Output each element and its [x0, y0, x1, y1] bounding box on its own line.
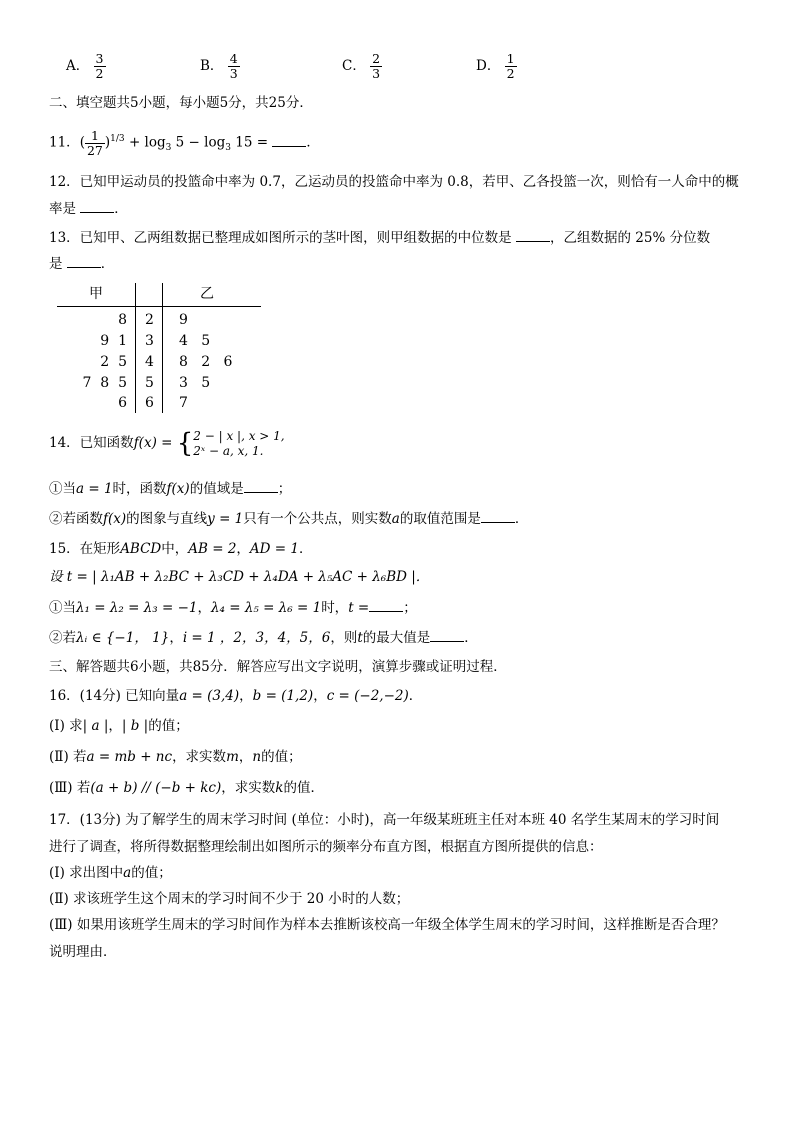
question-12-line-1: 12．已知甲运动员的投篮命中率为 0.7，乙运动员的投篮命中率为 0.8，若甲、乙各投篮一次，则恰有一人命中的概: [49, 174, 739, 190]
q14-p1e: 的值域是: [189, 481, 244, 497]
q16-p2c: ，求实数: [172, 749, 227, 765]
q16-p2a: (Ⅱ) 若: [49, 749, 87, 765]
q15-4d: i = 1 ，2，3，4，5，6: [182, 630, 331, 646]
q16-1g: ．: [408, 688, 423, 704]
stem-leaf-header-rule: [57, 306, 261, 307]
question-14-answer-blank-2[interactable]: [481, 508, 515, 523]
option-a[interactable]: [66, 52, 106, 81]
q14-p1b: a = 1: [76, 481, 113, 497]
q13-end: ．: [100, 256, 115, 272]
question-17-part-1: [49, 863, 764, 883]
q16-p2e: ，: [238, 749, 253, 765]
question-12-line-2: [49, 198, 764, 219]
q14-p2d: y = 1: [207, 511, 244, 527]
q16-vector-a: a = (3,4): [179, 688, 240, 704]
question-14-part-1: [49, 478, 764, 499]
question-11-number: 11．: [49, 134, 80, 151]
question-11: 11．( $\frac{1}{27}$ )$^{1/3} + \log_3 5 - \log_3 15$ = ．: [49, 127, 320, 158]
stem-leaf-row-right: 3 5: [179, 375, 211, 391]
q15-3a: ①当: [49, 600, 76, 616]
q14-case-2: 2ˣ − a, x, 1.: [193, 443, 264, 458]
question-16-part-3: [49, 778, 764, 798]
stem-leaf-header-right: 乙: [200, 286, 214, 302]
option-d-letter: D．: [476, 58, 501, 74]
q16-1a: 16．(14分) 已知向量: [49, 688, 180, 704]
q14-p1a: ①当: [49, 481, 76, 497]
option-a-letter: A．: [66, 58, 90, 74]
question-16-part-2: [49, 747, 764, 767]
stem-leaf-row-left: 6: [118, 395, 127, 411]
q14-p1d: f(x): [166, 481, 190, 497]
q16-p3a: (Ⅲ) 若: [49, 780, 91, 796]
question-14-answer-blank-1[interactable]: [244, 478, 278, 493]
q17-p1a: (Ⅰ) 求出图中: [49, 865, 124, 881]
stem-leaf-row-left: 8: [118, 312, 127, 328]
q16-p3b: (a + b) // (−b + kc): [90, 780, 222, 796]
question-17-line-2: 进行了调查，将所得数据整理绘制出如图所示的频率分布直方图，根据直方图所提供的信息：: [49, 839, 603, 855]
option-d-denominator: 2: [506, 66, 515, 81]
q16-1c: ，: [239, 688, 253, 704]
q16-p2g: 的值；: [261, 749, 302, 765]
q15-4g: 的最大值是: [362, 630, 431, 646]
option-d[interactable]: [476, 52, 517, 81]
q16-p3e: 的值．: [283, 780, 324, 796]
stem-leaf-row-stem: 2: [145, 312, 154, 328]
question-11-exponent: 1/3: [110, 134, 125, 144]
option-b-fraction: [228, 52, 240, 81]
q15-4b: λᵢ ∈ {−1， 1}: [76, 630, 170, 646]
q16-p2b: a = mb + nc: [86, 749, 173, 765]
option-b-denominator: 3: [229, 66, 238, 81]
q11-frac-den: 27: [86, 142, 103, 158]
q15-1a: 15．在矩形: [49, 541, 121, 557]
stem-leaf-row-stem: 3: [145, 333, 154, 349]
q11-frac-num: 1: [85, 129, 105, 144]
q16-p2d: m: [226, 749, 239, 765]
q15-3b: λ₁ = λ₂ = λ₃ = −1: [76, 600, 198, 616]
q16-p1d: | b |: [121, 718, 149, 734]
question-15-line-2: 设 t = | λ₁AB + λ₂BC + λ₃CD + λ₄DA + λ₅AC + λ₆BD |．: [49, 569, 430, 585]
question-13-line-2: [49, 253, 764, 274]
piecewise-cases: [193, 429, 284, 459]
q13-text-a: 13．已知甲、乙两组数据已整理成如图所示的茎叶图，则甲组数据的中位数是: [49, 230, 512, 246]
q16-p3d: k: [275, 780, 284, 796]
q15-4h: ．: [464, 630, 478, 646]
q11-base2: 3: [225, 143, 231, 154]
q15-4c: ，: [169, 630, 183, 646]
question-15-answer-blank-1[interactable]: [369, 597, 403, 612]
stem-leaf-row-stem: 6: [145, 395, 154, 411]
q11-log1: + log: [128, 134, 166, 151]
q15-1e: ，: [236, 541, 250, 557]
stem-leaf-row-right: 8 2 6: [179, 354, 233, 370]
q17-p1b: a: [123, 865, 132, 881]
question-17-part-3: (Ⅲ) 如果用该班学生周末的学习时间作为样本去推断该校高一年级全体学生周末的学习时间，这样推断是否合理？: [49, 917, 725, 933]
q14-p1f: ；: [277, 481, 292, 497]
q12-end: ．: [114, 201, 128, 217]
q16-p1e: 的值；: [148, 718, 189, 734]
q17-p1c: 的值；: [131, 865, 172, 881]
q15-1b: ABCD: [120, 541, 162, 557]
piecewise-brace: {: [176, 428, 194, 459]
question-11-answer-blank[interactable]: [272, 132, 306, 147]
stem-leaf-row-right: 7: [179, 395, 188, 411]
stem-leaf-plot: [57, 283, 261, 413]
q14-p1c: 时，函数: [112, 481, 167, 497]
question-16-part-1: [49, 716, 764, 736]
q11-log2: 5 − log: [171, 134, 226, 151]
option-a-numerator: 3: [95, 51, 104, 66]
q13-text-c: 是: [49, 256, 63, 272]
stem-leaf-row-stem: 4: [145, 354, 154, 370]
stem-leaf-header-left: 甲: [89, 286, 103, 302]
q16-vector-b: b = (1,2): [252, 688, 314, 704]
option-a-fraction: [94, 52, 106, 81]
option-c-numerator: 2: [372, 51, 381, 66]
stem-leaf-divider-right: [162, 283, 163, 413]
question-14: [49, 426, 764, 460]
option-c[interactable]: [342, 52, 382, 81]
question-15-part-2: [49, 627, 764, 648]
q11-base1: 3: [165, 143, 172, 154]
option-d-numerator: 1: [506, 51, 515, 66]
q11-end: ．: [306, 134, 320, 151]
question-15-answer-blank-2[interactable]: [430, 627, 464, 642]
stem-leaf-row-right: 4 5: [179, 333, 211, 349]
q14-p2h: ．: [514, 511, 529, 527]
q16-p2f: n: [252, 749, 262, 765]
q15-3f: t =: [348, 600, 370, 616]
stem-leaf-row-right: 9: [179, 312, 188, 328]
q15-3g: ；: [403, 600, 417, 616]
question-13-answer-blank-2[interactable]: [67, 253, 101, 268]
q14-p2a: ②若函数: [49, 511, 103, 527]
q15-3c: ，: [197, 600, 211, 616]
q16-p1b: | a |: [82, 718, 109, 734]
question-13-line-1: [49, 227, 764, 248]
stem-leaf-row-left: 7 8 5: [82, 375, 127, 391]
q14-p2c: 的图象与直线: [126, 511, 208, 527]
q14-p2f: a: [391, 511, 400, 527]
option-b-letter: B．: [200, 58, 224, 74]
section-2-heading: 二、填空题共5小题，每小题5分，共25分．: [49, 95, 313, 111]
section-3-heading: 三、解答题共6小题，共85分．解答应写出文字说明，演算步骤或证明过程．: [49, 659, 507, 675]
option-b[interactable]: [200, 52, 240, 81]
q15-1d: AB = 2: [188, 541, 237, 557]
q15-3e: 时，: [321, 600, 349, 616]
question-15-part-1: [49, 597, 764, 618]
stem-leaf-row-stem: 5: [145, 375, 154, 391]
q15-1c: 中，: [161, 541, 189, 557]
option-c-denominator: 3: [372, 66, 381, 81]
question-16-line-1: [49, 686, 764, 706]
option-c-fraction: [370, 52, 382, 81]
q14-p2e: 只有一个公共点，则实数: [243, 511, 392, 527]
question-17-part-3-cont: 说明理由．: [49, 944, 117, 960]
stem-leaf-divider-left: [135, 283, 136, 413]
option-c-letter: C．: [342, 58, 366, 74]
stem-leaf-row-left: 9 1: [100, 333, 127, 349]
q15-4a: ②若: [49, 630, 76, 646]
q15-1f: AD = 1: [249, 541, 299, 557]
q16-1e: ，: [313, 688, 327, 704]
stem-leaf-row-left: 2 5: [100, 354, 127, 370]
option-d-fraction: [505, 52, 517, 81]
q16-vector-c: c = (−2,−2): [326, 688, 409, 704]
q14-case-1: 2 − | x |, x > 1,: [193, 428, 285, 443]
q15-4f: t: [357, 630, 363, 646]
question-15-line-1: [49, 539, 764, 559]
q14-p2b: f(x): [103, 511, 127, 527]
q12-text: 率是: [49, 201, 76, 217]
question-17-part-2: (Ⅱ) 求该班学生这个周末的学习时间不少于 20 小时的人数；: [49, 891, 410, 907]
q13-text-b: ，乙组数据的 25% 分位数: [549, 230, 711, 246]
q15-4e: ，则: [330, 630, 358, 646]
question-11-fraction: [85, 129, 105, 158]
q16-p1c: ，: [108, 718, 122, 734]
question-13-answer-blank-1[interactable]: [516, 227, 550, 242]
q11-equals: 15 =: [230, 134, 269, 151]
q14-intro: 14．已知函数: [49, 435, 134, 451]
q15-3d: λ₄ = λ₅ = λ₆ = 1: [211, 600, 322, 616]
option-a-denominator: 2: [95, 66, 104, 81]
option-b-numerator: 4: [229, 51, 238, 66]
question-14-part-2: [49, 508, 764, 529]
q14-p2g: 的取值范围是: [399, 511, 481, 527]
question-17-line-1: 17．(13分) 为了解学生的周末学习时间 (单位：小时)，高一年级某班班主任对本班 40 名学生某周末的学习时间: [49, 812, 720, 828]
q15-1g: ．: [298, 541, 313, 557]
q16-p1a: (Ⅰ) 求: [49, 718, 83, 734]
question-12-answer-blank[interactable]: [80, 198, 114, 213]
q14-function: f(x) =: [133, 435, 173, 451]
q16-p3c: ，求实数: [221, 780, 276, 796]
